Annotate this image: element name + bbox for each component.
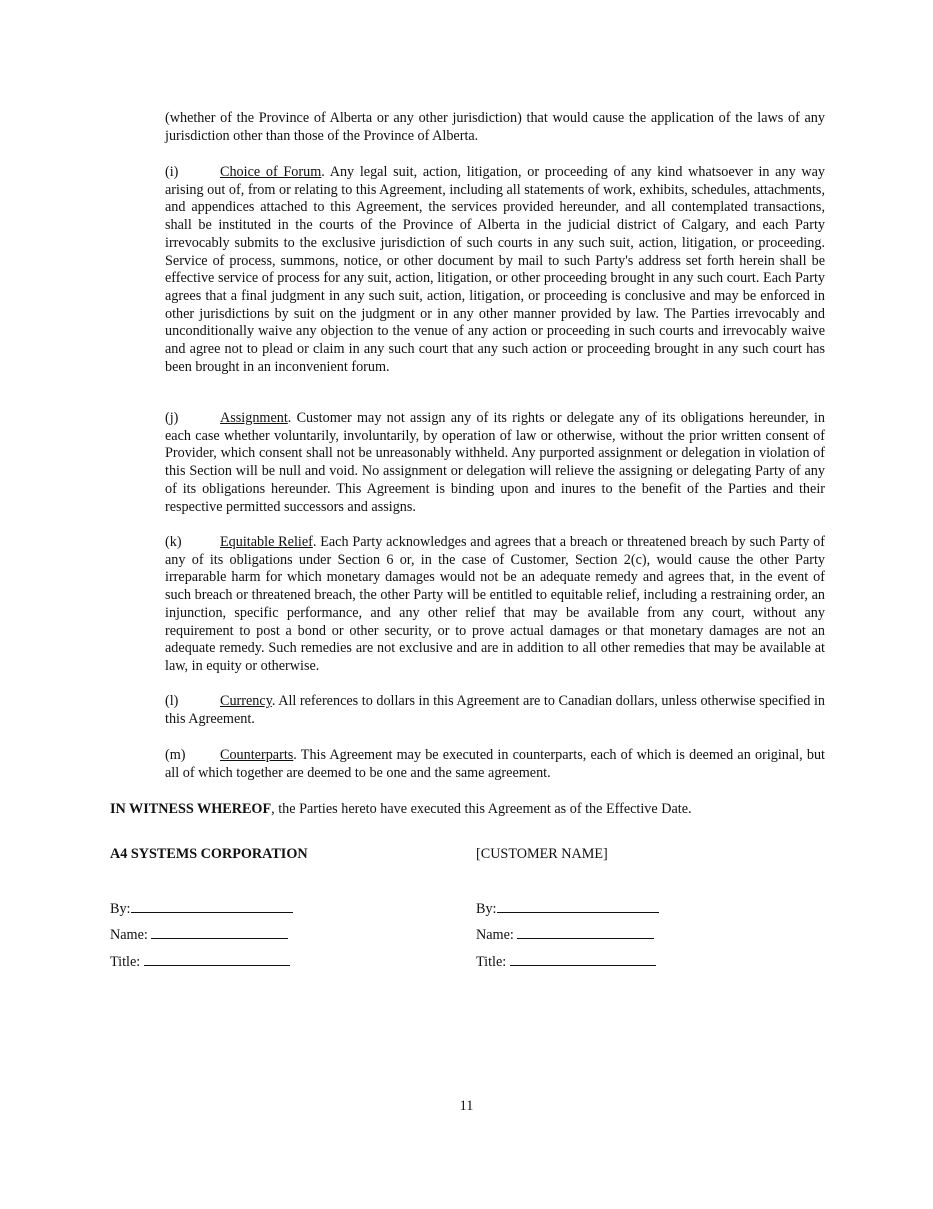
provider-name-line — [110, 925, 288, 943]
witness-bold: IN WITNESS WHEREOF — [110, 801, 272, 817]
provider-title-label: Title: — [110, 954, 141, 970]
page-number: 11 — [459, 1098, 474, 1114]
section-k-heading: Equitable Relief — [220, 534, 313, 550]
provider-title-field[interactable] — [144, 952, 290, 966]
section-i-text: . Any legal suit, action, litigation, or proceeding of any kind whatsoever in any way arising out of, from or relating to this Agreement, including all statements of work, exhibits, schedules, attachments, and appendices attached to this Agreement, the services provided hereunder, and all contemplated transactions, shall be instituted in the courts of the Province of Alberta in the judicial district of Calgary, and each Party irrevocably submits to the exclusive jurisdiction of such courts in any such suit, action, litigation, or proceeding. Service of process, summons, notice, or other document by mail to such Party's address set forth herein shall be effective service of process for any suit, action, litigation, or other proceeding brought in any such court. Each Party agrees that a final judgment in any such suit, action, litigation, or proceeding is conclusive and may be enforced in other jurisdictions by suit on the judgment or in any other manner provided by law. The Parties irrevocably and unconditionally waive any objection to the venue of any action or proceeding in such courts and irrevocably waive and agree not to plead or claim in any such court that any such action or proceeding brought in any such court has been brought in an inconvenient forum. — [165, 164, 826, 375]
customer-name-label: Name: — [476, 927, 514, 943]
section-l-paragraph — [165, 693, 825, 728]
customer-party-name: [CUSTOMER NAME] — [476, 846, 608, 862]
customer-name-line — [476, 925, 654, 943]
section-m-text: . This Agreement may be executed in counterparts, each of which is deemed an original, but all of which together are deemed to be one and the same agreement. — [165, 747, 825, 781]
section-m-label: (m) — [165, 747, 186, 763]
customer-title-line — [476, 952, 656, 970]
customer-by-field[interactable] — [497, 899, 659, 913]
customer-by-line — [476, 899, 659, 917]
provider-title-line — [110, 952, 290, 970]
section-k-text: . Each Party acknowledges and agrees that a breach or threatened breach by such Party of any of its obligations under Section 6 or, in the case of Customer, Section 2(c), would cause the other Party irreparable harm for which monetary damages would not be an adequate remedy and agrees that, in the event of such breach or threatened breach, the other Party will be entitled to equitable relief, including a restraining order, an injunction, specific performance, and any other relief that may be available from any court, without any requirement to post a bond or other security, or to prove actual damages or that monetary damages are not an adequate remedy. Such remedies are not exclusive and are in addition to all other remedies that may be available at law, in equity or otherwise. — [165, 534, 825, 674]
section-j-label: (j) — [165, 410, 179, 426]
provider-party-name: A4 SYSTEMS CORPORATION — [110, 846, 308, 862]
customer-by-label: By: — [476, 901, 497, 917]
customer-title-label: Title: — [476, 954, 507, 970]
customer-name-field[interactable] — [517, 925, 654, 939]
witness-text: , the Parties hereto have executed this Agreement as of the Effective Date. — [271, 801, 692, 817]
section-l-heading: Currency — [220, 693, 272, 709]
customer-title-field[interactable] — [510, 952, 656, 966]
section-i-paragraph — [165, 164, 825, 376]
section-i-heading: Choice of Forum — [220, 164, 322, 180]
provider-by-field[interactable] — [131, 899, 293, 913]
section-m-paragraph — [165, 747, 825, 782]
section-i-label: (i) — [165, 164, 179, 180]
section-l-text: . All references to dollars in this Agreement are to Canadian dollars, unless otherwise specified in this Agreement. — [165, 693, 825, 727]
continuation-paragraph: (whether of the Province of Alberta or any other jurisdiction) that would cause the application of the laws of any jurisdiction other than those of the Province of Alberta. — [165, 110, 825, 144]
section-l-label: (l) — [165, 693, 179, 709]
provider-name-label: Name: — [110, 927, 148, 943]
section-j-heading: Assignment — [220, 410, 288, 426]
section-j-paragraph — [165, 410, 825, 516]
provider-name-field[interactable] — [151, 925, 288, 939]
section-m-heading: Counterparts — [220, 747, 294, 763]
provider-by-label: By: — [110, 901, 131, 917]
witness-clause — [110, 800, 830, 818]
section-k-paragraph — [165, 534, 825, 676]
section-k-label: (k) — [165, 534, 182, 550]
section-j-text: . Customer may not assign any of its rights or delegate any of its obligations hereunder, in each case whether voluntarily, involuntarily, by operation of law or otherwise, without the prior written consent of Provider, which consent shall not be unreasonably withheld. Any purported assignment or delegation in violation of this Section will be null and void. No assignment or delegation will relieve the assigning or delegating Party of any of its obligations hereunder. This Agreement is binding upon and inures to the benefit of the Parties and their respective permitted successors and assigns. — [165, 410, 825, 515]
provider-by-line — [110, 899, 293, 917]
